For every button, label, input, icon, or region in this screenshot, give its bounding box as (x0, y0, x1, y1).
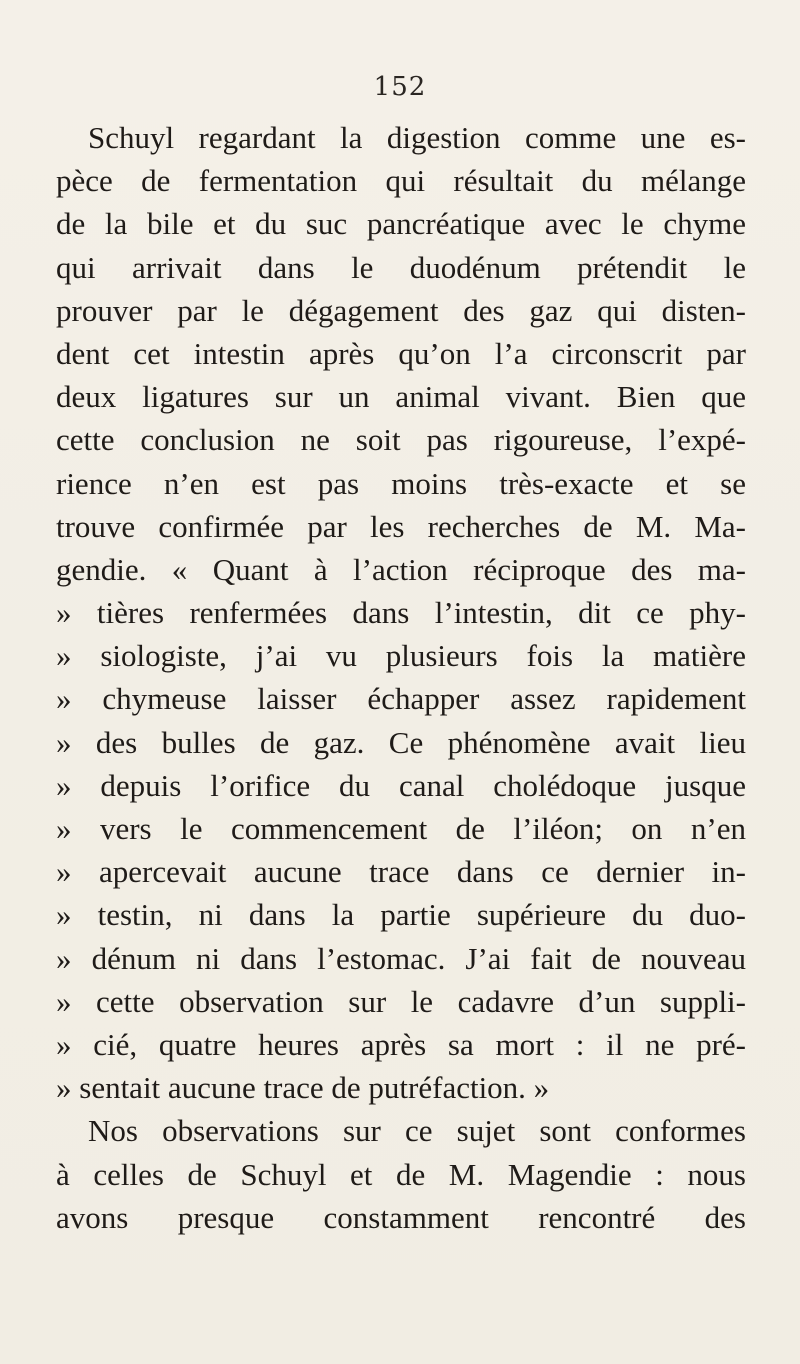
text-line: » depuis l’orifice du canal cholédoque jusque (56, 767, 746, 803)
body-text (56, 116, 746, 1239)
text-line: » des bulles de gaz. Ce phénomène avait lieu (56, 724, 746, 760)
text-line: de la bile et du suc pancréatique avec le chyme (56, 206, 746, 242)
text-line: dent cet intestin après qu’on l’a circonscrit par (56, 335, 746, 371)
text-line: » apercevait aucune trace dans ce dernier in- (56, 854, 746, 890)
text-line: prouver par le dégagement des gaz qui disten- (56, 292, 746, 328)
page-number: 152 (373, 72, 427, 102)
text-line: » tières renfermées dans l’intestin, dit ce phy- (56, 595, 746, 631)
text-line: pèce de fermentation qui résultait du mélange (56, 163, 746, 199)
text-line: qui arrivait dans le duodénum prétendit le (56, 249, 746, 285)
text-line: » vers le commencement de l’iléon; on n’en (56, 811, 746, 846)
text-line: Nos observations sur ce sujet sont conformes (88, 1113, 746, 1149)
text-line: » chymeuse laisser échapper assez rapidement (56, 681, 746, 717)
text-line: rience n’en est pas moins très-exacte et se (56, 465, 746, 501)
text-line: avons presque constamment rencontré des (56, 1199, 746, 1235)
text-line: » sentait aucune trace de putréfaction. » (56, 1070, 550, 1106)
text-line: Schuyl regardant la digestion comme une es- (88, 120, 746, 155)
text-line: deux ligatures sur un animal vivant. Bien que (56, 379, 746, 415)
text-line: » cié, quatre heures après sa mort : il ne pré- (56, 1026, 746, 1062)
text-line: gendie. « Quant à l’action réciproque des ma- (56, 551, 746, 587)
text-line: » dénum ni dans l’estomac. J’ai fait de nouveau (56, 940, 746, 976)
text-line: trouve confirmée par les recherches de M. Ma- (56, 508, 746, 544)
text-line: » testin, ni dans la partie supérieure du duo- (56, 897, 746, 933)
text-line: à celles de Schuyl et de M. Magendie : nous (56, 1156, 746, 1192)
text-line: cette conclusion ne soit pas rigoureuse, l’expé- (56, 422, 746, 458)
text-line: » cette observation sur le cadavre d’un suppli- (56, 983, 746, 1019)
text-line: » siologiste, j’ai vu plusieurs fois la matière (56, 638, 746, 674)
